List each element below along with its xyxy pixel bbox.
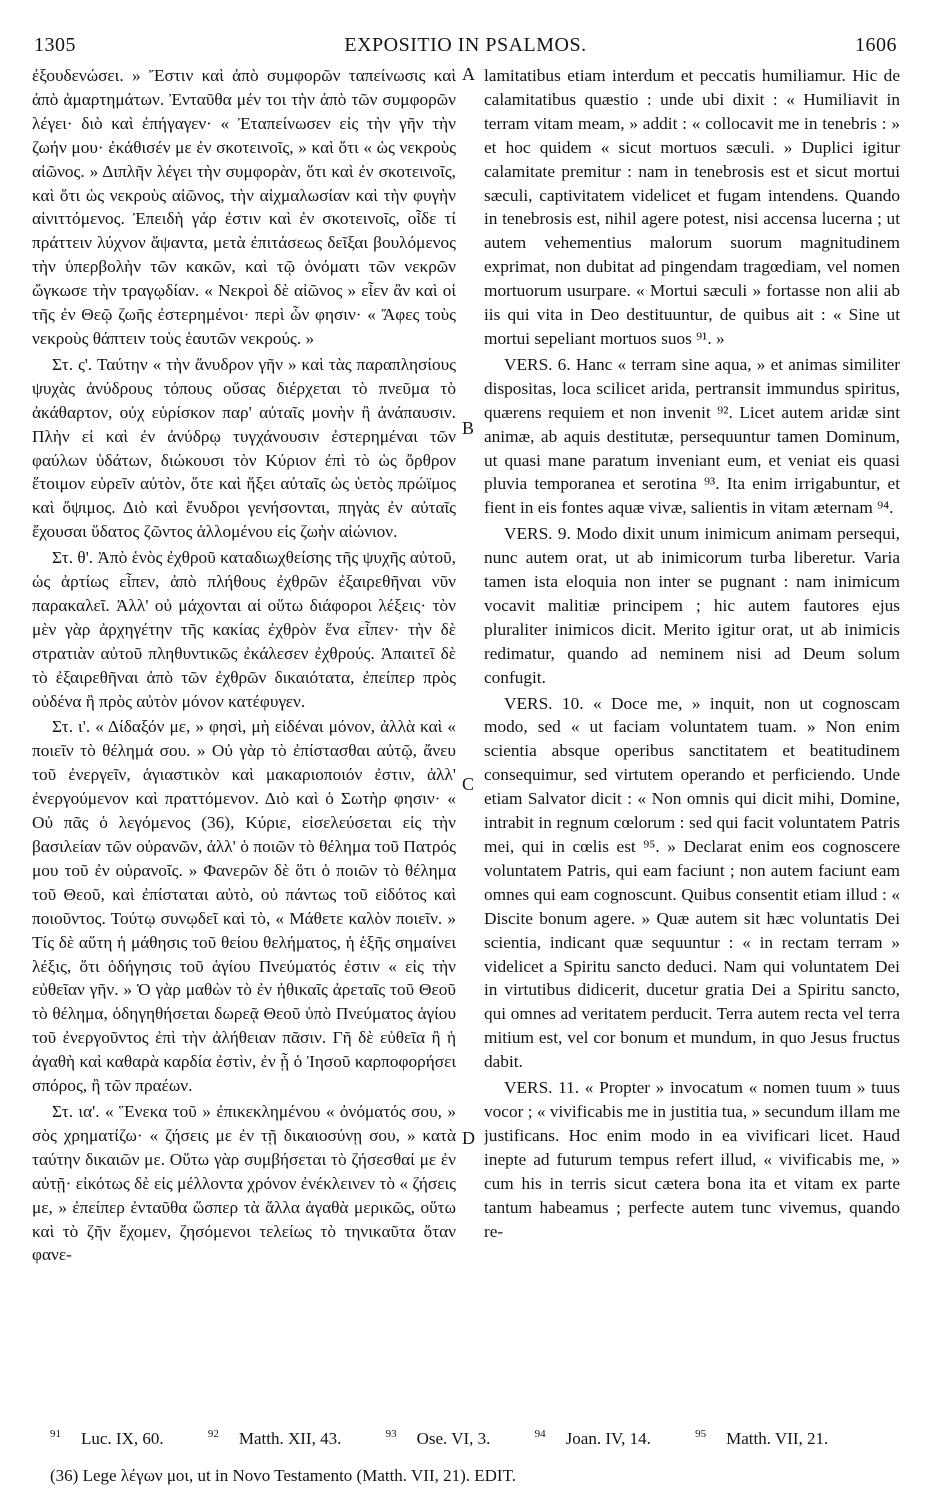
footnote-number: 95 [695, 1428, 707, 1440]
latin-column [484, 64, 900, 1434]
greek-paragraph: Στ. ια'. « Ἕνεκα τοῦ » ἐπικεκλημένου « ὀνόματός σου, » σὸς χρηματίζω· « ζήσεις με ἐν τῇ δικαιοσύνῃ σου, » κατὰ ταύτην δικαιῶν με. Οὕτω γὰρ συμβήσεται τὸ ζήσεσθαί με ἐν αὐτῇ· εἰκότως δὲ εἰς μέλλοντα χρόνον ἐνέκλεινεν τὸ « ζήσεις με, » ἐπείπερ ἐνταῦθα ὥσπερ τὰ ἄλλα ἀγαθὰ μερικῶς, οὕτω καὶ τὸ ζῆν ἔχομεν, ζησόμενοι τελείως τὸ τηνικαῦτα ὅταν φανε- [32, 1101, 456, 1265]
greek-paragraph: Στ. θ'. Ἀπὸ ἑνὸς ἐχθροῦ καταδιωχθείσης τῆς ψυχῆς αὐτοῦ, ὡς ἀρτίως εἶπεν, ἀπὸ πλήθους ἐχθρῶν ἐξαιρεθῆναι νῦν παρακαλεῖ. Ἀλλ' οὐ μάχονται αἱ οὕτω διάφοροι λέξεις· τὸν μὲν γὰρ ἀρχηγέτην τῆς κακίας ἐχθρὸν ἕνα εἶπεν· τὴν δὲ στρατιὰν αὐτοῦ πληθυντικῶς ἐκάλεσεν ἐχθρούς. Ἀπαιτεῖ δὲ τὸ ἐξαιρεθῆναι ἀπὸ τῶν ἐχθρῶν δικαιότατα, ἐπείπερ πρὸς οὐδένα ἢ πρὸς αὐτὸν μόνον κατέφυγεν. [32, 548, 456, 711]
footnote-number: 92 [207, 1428, 219, 1440]
latin-paragraph: VERS. 11. « Propter » invocatum « nomen tuum » tuus vocor ; « vivificabis me in justitia tua, » secundum illam me justificans. Hoc enim modo in ea vivificari licet. Haud inepte ad futurum tempus refert illud, « vivificabis me, » cum his in terris sicut cætera bona ita et vitam ex parte tantum habeamus ; perfecte autem tunc vivemus, quando re- [484, 1078, 900, 1241]
margin-letter-b: B [462, 418, 475, 438]
footnote-number: 93 [385, 1428, 397, 1440]
footnote-number: 91 [50, 1428, 61, 1440]
greek-column [32, 64, 456, 1434]
page-number-left: 1305 [34, 34, 76, 56]
footnote-text: Matth. VII, 21. [726, 1428, 829, 1448]
margin-letter-a: A [462, 64, 475, 84]
footnotes [50, 1428, 899, 1449]
footnote-text: Matth. XII, 43. [238, 1428, 342, 1448]
footnote [695, 1429, 848, 1448]
greek-paragraph: Στ. ι'. « Δίδαξόν με, » φησὶ, μὴ εἰδέναι μόνον, ἀλλὰ καὶ « ποιεῖν τὸ θέλημά σου. » Οὐ γὰρ τὸ ἐπίστασθαι αὐτῷ, ἄνευ τοῦ ἐνεργεῖν, ἁγιαστικὸν καὶ μακαριοποιόν ἐστιν, ἀλλ' ἐνεργούμενον καὶ πραττόμενον. Διὸ καὶ ὁ Σωτὴρ φησιν· « Οὐ πᾶς ὁ λεγόμενος (36), Κύριε, εἰσελεύσεται εἰς τὴν βασιλείαν τῶν οὐρανῶν, ἀλλ' ὁ ποιῶν τὸ θέλημα τοῦ Πατρός μου τοῦ ἐν οὐρανοῖς. » Φανερῶν δὲ ὅτι ὁ ποιῶν τὸ θέλημα τοῦ Θεοῦ, καὶ ἐπίσταται αὐτὸ, οὐ πάντως τοῦ εἰδότος καὶ ποιοῦντος. Τούτῳ συνῳδεῖ καὶ τὸ, « Μάθετε καλὸν ποιεῖν. » Τίς δὲ αὕτη ἡ μάθησις τοῦ θείου θελήματος, ἡ ἑξῆς σημαίνει λέξις, ὅτι ὁδήγησις τοῦ ἁγίου Πνεύματός ἐστιν « εἰς τὴν εὐθεῖαν γῆν. » Ὁ γὰρ μαθὼν τὸ ἐν ἠθικαῖς ἀρεταῖς τοῦ Θεοῦ τὸ θέλημα, ὁδηγηθήσεται δωρεᾷ Θεοῦ ὑπὸ Πνεύματος ἁγίου τοῦ ἐνεργοῦντος ἐπὶ τὴν ἀλήθειαν πᾶσιν. Γῆ δὲ εὐθεῖα ἢ ἡ ἀγαθὴ καὶ καθαρὰ καρδία ἐστὶν, ἐν ᾗ ὁ Ἰησοῦ καρποφορήσει σπόρος, ἢ τῶν πραέων. [32, 717, 456, 1096]
footnote-text: Luc. IX, 60. [81, 1428, 164, 1448]
margin-letter-d: D [462, 1128, 475, 1148]
footnote [535, 1429, 671, 1448]
footnote-number: 94 [534, 1428, 546, 1440]
latin-paragraph: VERS. 6. Hanc « terram sine aqua, » et animas similiter dispositas, loca scilicet arida, pertransit immundus spiritus, quærens requiem et non invenit ⁹². Licet autem aridæ sint animæ, ab aquis destitutæ, persequuntur tamen Dominum, ut quasi mane paratum inveniant eum, et veniat eis quasi pluvia temporanea et serotina ⁹³. Ita enim irrigabuntur, et fient in eis fontes aquæ vivæ, salientis in vitam æternam ⁹⁴. [484, 354, 900, 518]
running-title: EXPOSITIO IN PSALMOS. [344, 34, 587, 56]
margin-letters [456, 0, 484, 1501]
footnote [208, 1429, 361, 1448]
latin-paragraph: VERS. 10. « Doce me, » inquit, non ut cognoscam modo, sed « ut faciam voluntatem tuam. » Non enim scientia absque operibus sanctitatem et beatitudinem consequimur, sed virtutem operando et perficiendo. Unde etiam Salvator dicit : « Non omnis qui dicit mihi, Domine, intrabit in regnum cœlorum : sed qui facit voluntatem Patris mei, qui in cœlis est ⁹⁵. » Declarat enim eos cognoscere voluntatem Patris, qui eam faciunt ; non autem faciunt eam omnes qui eam cognoscunt. Quibus consentit etiam illud : « Discite bonum agere. » Quæ autem sit hæc voluntatis Dei scientia, indicant quæ sequuntur : « in rectam terram » videlicet a Spiritu sancto deduci. Nam qui voluntatem Dei in virtutibus didicerit, ducetur gratia Dei a Spiritu sancto, qui omnes ad veritatem perducit. Terra autem recta vel terra mitium est, vel cor bonum et mundum, in quo Jesus fructus dabit. [484, 693, 900, 1072]
footnote [50, 1429, 184, 1448]
editor-note: (36) Lege λέγων μοι, ut in Novo Testamento (Matth. VII, 21). EDIT. [50, 1466, 516, 1485]
footnote-text: Ose. VI, 3. [416, 1428, 491, 1448]
page-number-right: 1606 [855, 34, 897, 56]
footnote [386, 1429, 511, 1448]
latin-paragraph: lamitatibus etiam interdum et peccatis humiliamur. Hic de calamitatibus quæstio : unde ubi dixit : « Humiliavit in terram vitam meam, » addit : « collocavit me in tenebris : » et hoc quidem « sicut mortuos sæculi. » Duplici igitur calamitate premitur : nam in tenebrosis est et sicut mortui sæculi, captivitatem videlicet et fugam intendens. Quando in tenebrosis est, nihil agere potest, nisi accensa lucerna ; ut autem vehementius malorum suorum magnitudinem exprimat, non dubitat ad pingendam tragœdiam, vel nomen mortuorum usurpare. « Mortui sæculi » fortasse non alii ab iis qui vita in Deo destituuntur, de quibus ait : « Sine ut mortui sepeliant mortuos suos ⁹¹. » [484, 66, 900, 348]
latin-paragraph: VERS. 9. Modo dixit unum inimicum animam persequi, nunc autem orat, ut ab inimicorum turba liberetur. Varia tamen ista eloquia non inter se pugnant : nam inimicum vocavit malitiæ principem ; hic autem fautores ejus pluraliter inimicos dicit. Merito igitur orat, ut ab inimicis redimatur, quando ad neminem nisi ad Deum solum confugit. [484, 524, 900, 687]
greek-paragraph: ἐξουδενώσει. » Ἔστιν καὶ ἀπὸ συμφορῶν ταπείνωσις καὶ ἀπὸ ἁμαρτημάτων. Ἐνταῦθα μέν τοι τὴν ἀπὸ τῶν συμφορῶν λέγει· διὸ καὶ ἐπήγαγεν· « Ἐταπείνωσεν εἰς τὴν γῆν τὴν ζωήν μου· ἐκάθισέν με ἐν σκοτεινοῖς, » καὶ ὅτι « ὡς νεκροὺς αἰῶνος. » Διπλῆν λέγει τὴν συμφορὰν, ὅτι καὶ ἐν σκοτεινοῖς, καὶ ὅτι ὡς νεκροὺς αἰῶνος, τὴν αἰχμαλωσίαν καὶ τὴν φυγὴν αἰνιττόμενος. Ἐπειδὴ γάρ ἐστιν καὶ ἐν σκοτεινοῖς, οἶδε τί πράττειν λύχνον ἅψαντα, μετὰ ἐπιτάσεως δεῖξαι βουλόμενος τὴν ὑπερβολὴν τῶν κακῶν, καὶ τῷ ὀνόματι τῶν νεκρῶν ὤγκωσε τὴν τραγῳδίαν. « Νεκροὶ δὲ αἰῶνος » εἶεν ἂν καὶ οἱ τῆς ἐν Θεῷ ζωῆς ἐστερημένοι· περὶ ὧν φησιν· « Ἄφες τοὺς νεκροὺς θάπτειν τοὺς ἑαυτῶν νεκρούς. » [32, 66, 456, 348]
margin-letter-c: C [462, 774, 475, 794]
footnote-text: Joan. IV, 14. [565, 1428, 651, 1448]
greek-paragraph: Στ. ς'. Ταύτην « τὴν ἄνυδρον γῆν » καὶ τὰς παραπλησίους ψυχὰς ἀνύδρους τόπους οὔσας διέρχεται τὸ πνεῦμα τὸ ἀκάθαρτον, οὐχ εὑρίσκον παρ' αὐταῖς μονὴν ἢ ἀνάπαυσιν. Πλὴν εἰ καὶ ἐν ἀνύδρῳ τυγχάνουσιν ἐστερημέναι τῶν φαύλων ὑδάτων, διώκουσι τὸν Κύριον ἐπὶ τὸ ὡς ὄρθρον ἕτοιμον εὑρεῖν αὐτὸν, ὅτε καὶ ἥξει αὐταῖς ὡς ὑετὸς πρώϊμος καὶ ὄψιμος. Διὸ καὶ ἔνυδροι γενήσονται, πηγὰς ἐν αὐταῖς ἔχουσαι ὕδατος ζῶντος ἁλλομένου εἰς ζωὴν αἰώνιον. [32, 354, 456, 542]
